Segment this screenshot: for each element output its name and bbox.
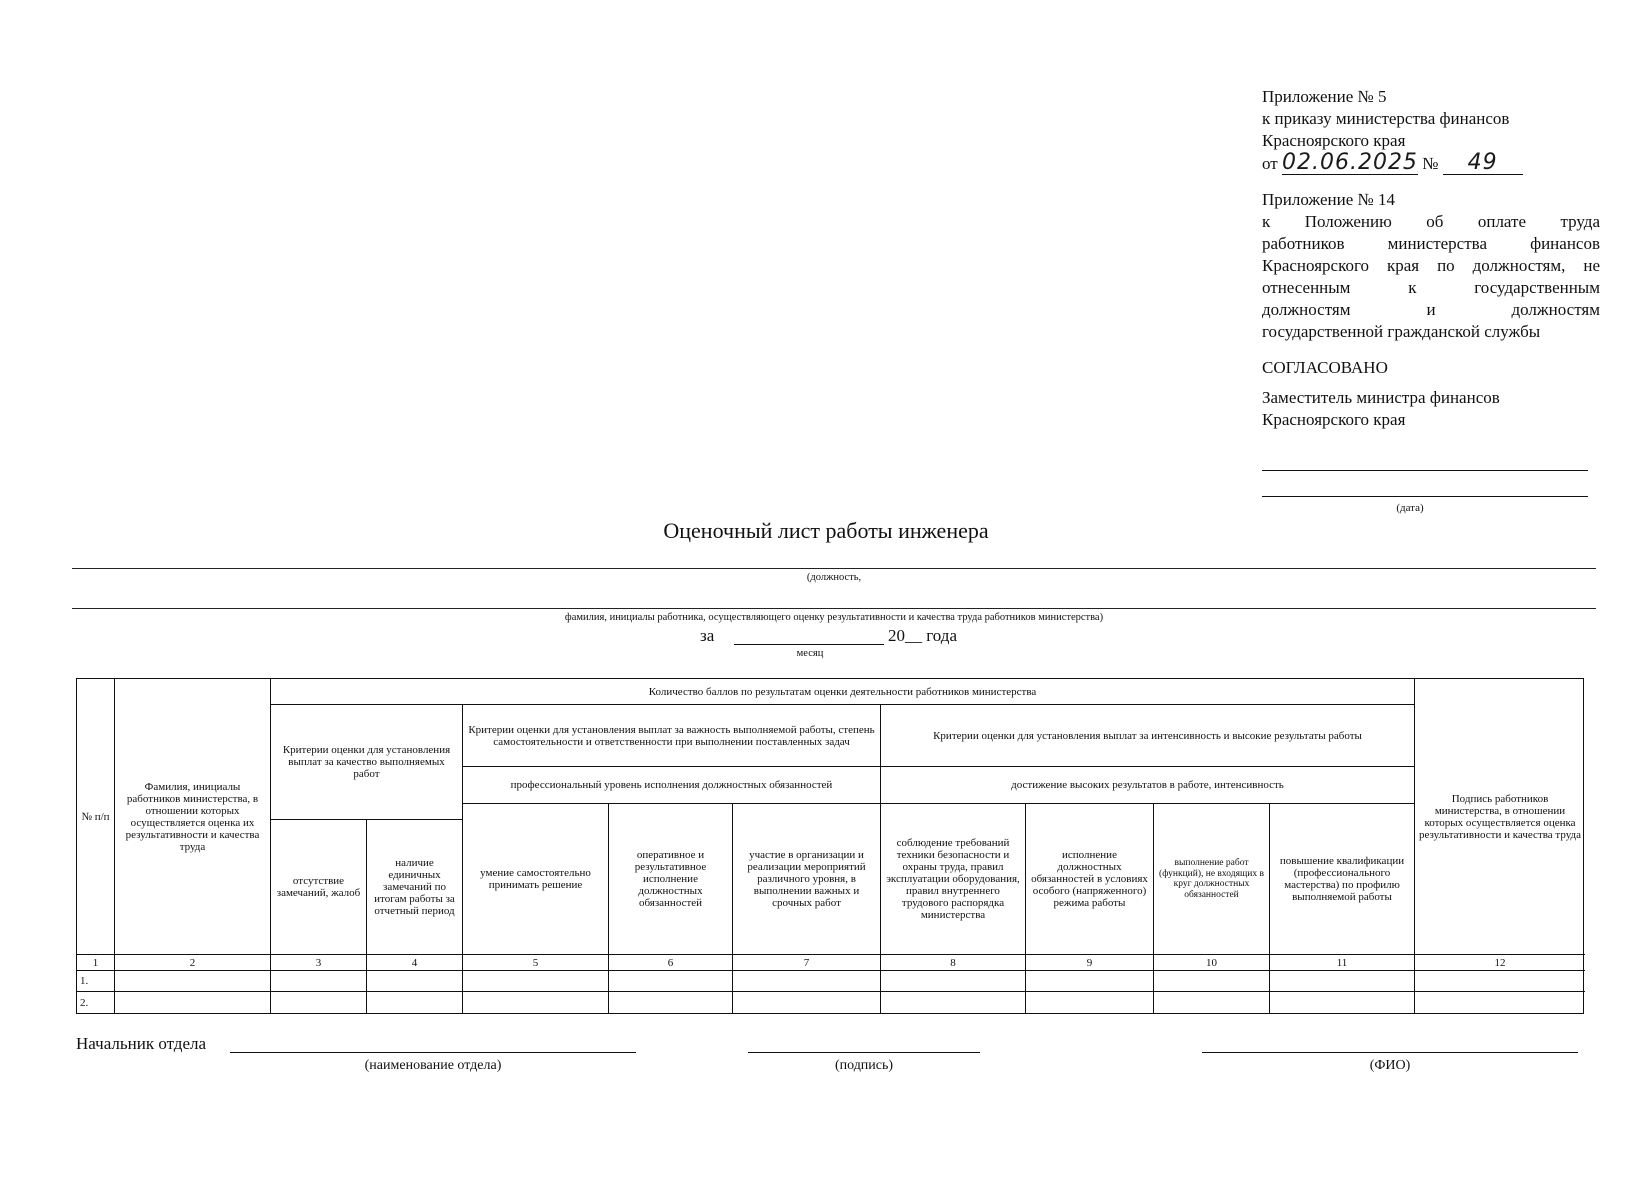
table-row-2-cell[interactable] [463,992,609,1013]
col-number-12: 12 [1415,955,1585,971]
col-number-7: 7 [733,955,881,971]
col-number-1: 1 [77,955,115,971]
regulation-line-4: отнесенным к государственным [1262,278,1600,297]
appendix-header [1262,86,1600,431]
header-quality-criteria: Критерии оценки для установления выплат за качество выполняемых работ [271,705,463,820]
table-row-1-cell[interactable] [271,971,367,992]
table-row-2-cell[interactable] [115,992,271,1013]
document-title: Оценочный лист работы инженера [663,518,989,543]
table-row-1-cell[interactable] [367,971,463,992]
period-za: за [700,626,715,645]
table-row-1-cell[interactable] [463,971,609,992]
table-row-1-cell[interactable] [733,971,881,992]
criterion-3: отсутствие замечаний, жалоб [271,820,367,955]
order-line-2: Красноярского края [1262,131,1406,150]
header-num: № п/п [77,679,115,955]
subheader-professional-level: профессиональный уровень исполнения должностных обязанностей [463,767,881,804]
regulation-line-1: к Положению об оплате труда [1262,212,1600,231]
signature-line [748,1052,980,1053]
position-caption: (должность, [806,572,862,583]
table-row-2-cell[interactable] [1026,992,1154,1013]
criterion-4: наличие единичных замечаний по итогам работы за отчетный период [367,820,463,955]
subheader-achievement: достижение высоких результатов в работе, интенсивность [881,767,1415,804]
table-row-1-cell[interactable] [1154,971,1270,992]
approved-label: СОГЛАСОВАНО [1262,358,1388,377]
regulation-line-3: Красноярского края по должностям, не [1262,256,1600,275]
approval-date-line [1262,496,1588,497]
table-row-2-cell[interactable] [733,992,881,1013]
department-head-label: Начальник отдела [76,1034,207,1053]
table-row-2-num: 2. [77,992,115,1013]
handwritten-number: 49 [1443,152,1523,175]
fio-caption: (ФИО) [1369,1058,1411,1073]
order-line-1: к приказу министерства финансов [1262,109,1510,128]
criterion-8: соблюдение требований техники безопасности и охраны труда, правил эксплуатации оборудования, правил внутреннего трудового распорядка министерства [881,804,1026,955]
table-row-1-cell[interactable] [881,971,1026,992]
criterion-10: выполнение работ (функций), не входящих в круг должностных обязанностей [1154,804,1270,955]
approval-signature-line [1262,470,1588,471]
col-number-5: 5 [463,955,609,971]
criterion-7: участие в организации и реализации мероприятий различного уровня, в выполнении важных и срочных работ [733,804,881,955]
number-label: № [1422,154,1439,173]
month-caption: месяц [796,648,824,659]
criterion-6: оперативное и результативное исполнение должностных обязанностей [609,804,733,955]
evaluation-table [76,678,1584,1014]
regulation-line-5: должностям и должностям [1262,300,1600,319]
appendix-5-label: Приложение № 5 [1262,87,1387,106]
col-number-6: 6 [609,955,733,971]
col-number-8: 8 [881,955,1026,971]
regulation-line-2: работников министерства финансов [1262,234,1600,253]
table-row-1-num: 1. [77,971,115,992]
header-points: Количество баллов по результатам оценки деятельности работников министерства [271,679,1415,705]
criterion-5: умение самостоятельно принимать решение [463,804,609,955]
header-intensity-criteria: Критерии оценки для установления выплат за интенсивность и высокие результаты работы [881,705,1415,767]
table-row-2-cell[interactable] [1270,992,1415,1013]
deputy-line-1: Заместитель министра финансов [1262,388,1500,407]
col-number-11: 11 [1270,955,1415,971]
regulation-line-6: государственной гражданской службы [1262,322,1541,341]
date-prefix: от [1262,154,1278,173]
handwritten-date: 02.06.2025 [1281,150,1418,175]
table-row-2-cell[interactable] [367,992,463,1013]
evaluator-line [72,608,1596,609]
criterion-9: исполнение должностных обязанностей в условиях особого (напряженного) режима работы [1026,804,1154,955]
col-number-2: 2 [115,955,271,971]
position-line [72,568,1596,569]
appendix-14-label: Приложение № 14 [1262,190,1395,209]
table-row-1-cell[interactable] [609,971,733,992]
header-signature: Подпись работников министерства, в отношении которых осуществляется оценка результативности и качества труда [1415,679,1585,955]
col-number-9: 9 [1026,955,1154,971]
table-row-2-cell[interactable] [1154,992,1270,1013]
col-number-10: 10 [1154,955,1270,971]
table-row-2-cell[interactable] [609,992,733,1013]
header-importance-criteria: Критерии оценки для установления выплат за важность выполняемой работы, степень самостоятельности и ответственности при выполнении поставленных задач [463,705,881,767]
evaluator-caption: фамилия, инициалы работника, осуществляющего оценку результативности и качества труда работников министерства) [564,612,1104,623]
date-caption: (дата) [1396,502,1424,514]
fio-line [1202,1052,1578,1053]
table-row-1-cell[interactable] [115,971,271,992]
header-employee-name: Фамилия, инициалы работников министерства, в отношении которых осуществляется оценка их результативности и качества труда [115,679,271,955]
signature-caption: (подпись) [834,1058,894,1073]
month-line [734,644,884,645]
table-row-2-cell[interactable] [271,992,367,1013]
period-year: 20__ года [888,626,958,645]
table-row-1-cell[interactable] [1415,971,1585,992]
table-row-1-cell[interactable] [1026,971,1154,992]
order-date-line [1262,152,1600,175]
criterion-11: повышение квалификации (профессионального мастерства) по профилю выполняемой работы [1270,804,1415,955]
table-row-2-cell[interactable] [881,992,1026,1013]
department-name-caption: (наименование отдела) [364,1058,502,1073]
table-row-1-cell[interactable] [1270,971,1415,992]
col-number-4: 4 [367,955,463,971]
deputy-line-2: Красноярского края [1262,410,1406,429]
table-row-2-cell[interactable] [1415,992,1585,1013]
col-number-3: 3 [271,955,367,971]
department-name-line [230,1052,636,1053]
